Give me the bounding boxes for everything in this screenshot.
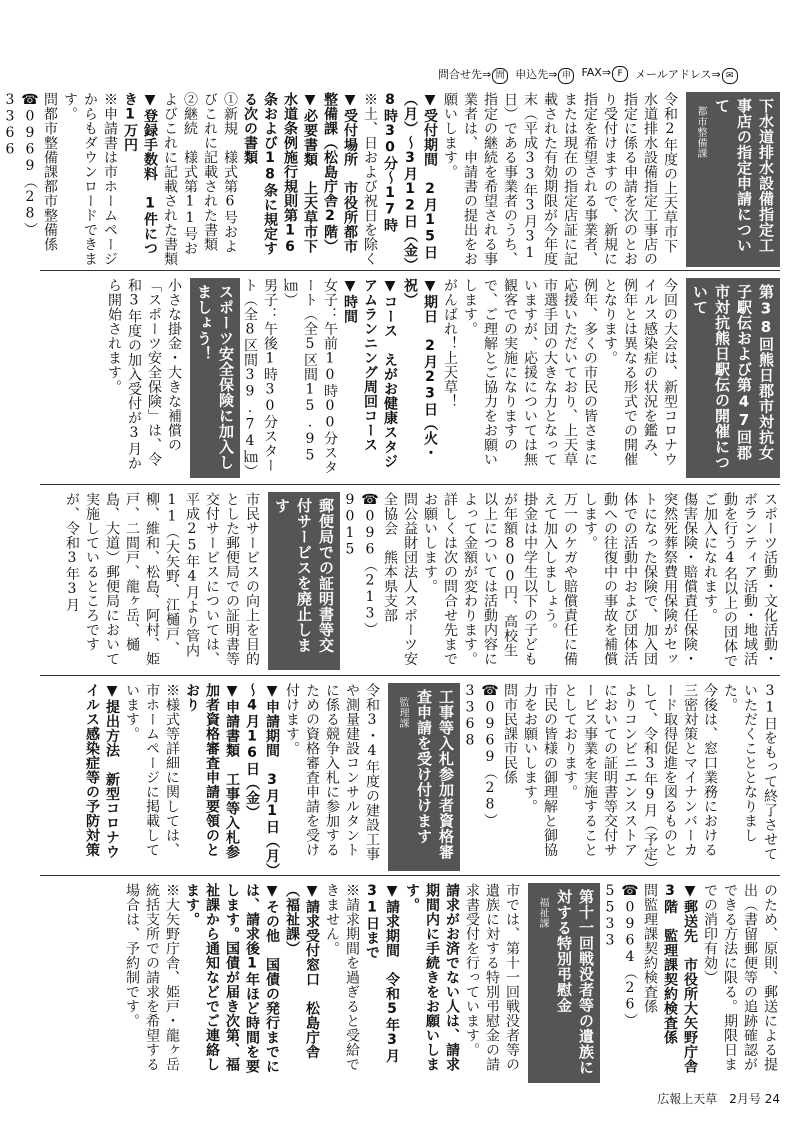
paragraph: ▼申請書類 工事等入札参加者資格審査申請要領のとおり (184, 683, 240, 859)
paragraph: 掛金は中学生以下の子どもが年額800円、高校生以上については活動内容によって金額が変わります。 (462, 492, 538, 666)
paragraph: スポーツ活動・文化活動・ボランティア活動・地域活動を行う4名以上の団体でご加入になれます。 (702, 492, 778, 668)
row-divider (40, 270, 780, 271)
article-title: 工事等入札参加者資格審査申請を受け付けます 監理課 (388, 683, 460, 871)
paragraph: がんばれ！上天草！ (442, 278, 458, 409)
article-sewer (2, 92, 780, 267)
paragraph: ▼時間 (342, 278, 358, 324)
paragraph: 万一のケガや賠償責任に備えて加入しましょう。 (542, 492, 578, 666)
paragraph: ※土、日および祝日を除く (362, 92, 378, 266)
paragraph: ①新規 様式第6号およびこれに記載された書類 (202, 92, 238, 254)
dept-label: 都市整備課 (695, 106, 706, 159)
paragraph: ※大矢野庁舎、姫戸・龍ヶ岳統括支所での請求を希望する場合は、予約制です。 (124, 883, 180, 1072)
row-divider (40, 875, 780, 876)
paragraph: ▼期日 2月23日（火・祝） (402, 278, 438, 460)
paragraph: 市では、第十一回戦没者等の遺族に対する特別弔慰金の請求書受付を行っています。 (464, 883, 520, 1072)
paragraph: ☎0964（26）5533 (602, 883, 638, 1028)
paragraph: 小さな掛金・大きな補償の「スポーツ安全保険」は、令和3年度の加入受付が3月から開始されます。 (106, 278, 182, 471)
paragraph: ▼受付場所 市役所都市整備課（松島庁舎2階） (322, 92, 358, 254)
paragraph: ※請求期間を過ぎると受給できません。 (324, 883, 360, 1072)
paragraph: ▼その他 国債の発行までには、請求後1年ほど時間を要します。国債が届き次第、福祉課から通知などでご連絡します。 (184, 883, 280, 1074)
article-title: 第十一回戦没者等の遺族に対する特別弔慰金 福祉課 (528, 883, 600, 1083)
paragraph: 詳しくは次の問合せ先までお願いします。 (422, 492, 458, 666)
article-title: 郵便局での証明書等交付サービスを廃止します (268, 492, 340, 670)
paragraph: 請求がお済でない人は、請求期間内に手続きをお願いします。 (404, 883, 460, 1072)
paragraph: ▼請求期間 令和5年3月31日まで (364, 883, 400, 1063)
paragraph: ※申請書は市ホームページからもダウンロードできます。 (62, 92, 118, 266)
paragraph: ▼郵送先 市役所大矢野庁舎3階 監理課契約検査係 (662, 883, 698, 1074)
paragraph: 問都市整備課都市整備係 (42, 92, 58, 252)
paragraph: 31日をもって終了させていただくこととなりました。 (722, 683, 778, 861)
paragraph: ☎0969（28）3366 (2, 92, 38, 237)
paragraph: ※様式等詳細に関しては、市ホームページに掲載しています。 (124, 683, 180, 857)
paragraph: のため、原則、郵送による提出（書留郵便等の追跡確認ができる方法に限る。期限日までの消印有効） (702, 883, 778, 1072)
paragraph: 今後は、窓口業務における三密対策とマイナンバーカード取得促進を図るものとして、令和3年9月（予定）よりコンビニエンスストアにおいての証明書等交付サービス事業を実施することとしております。 (562, 683, 718, 869)
article-title: 下水道排水設備指定工事店の指定申請について 都市整備課 (686, 92, 780, 267)
article-bid-bereaved (62, 883, 780, 1083)
publication-name: 広報上天草 2月号 (657, 1092, 761, 1106)
paragraph: 傷害保険・賠償責任保険・突然死葬祭費用保険がセットになった保険で、加入団体での活動中および団体活動への往復中の事故を補償します。 (582, 492, 698, 666)
article-title: スポーツ安全保険に加入しましょう！ (190, 278, 240, 478)
contact-legend (438, 66, 778, 84)
dept-label: 福祉課 (537, 897, 548, 929)
paragraph: 市民の皆様の御理解と御協力をお願いします。 (522, 683, 558, 857)
paragraph: 男子：午後1時30分スタート（全8区間39.74㎞） (242, 278, 278, 479)
page-number: 24 (764, 1092, 780, 1106)
paragraph: 令和3・4年度の建設工事や測量建設コンサルタントに係る競争入札に参加するための資格審査申請を受け付けます。 (284, 683, 380, 861)
paragraph: 問監理課契約検査係 (642, 883, 658, 1014)
paragraph: ☎096（213）9015 (342, 492, 378, 637)
article-post-bid (62, 683, 780, 871)
paragraph: 問公益財団法人スポーツ安全協会 熊本県支部 (382, 492, 418, 666)
dept-label: 監理課 (397, 697, 408, 729)
paragraph: 問市民課市民係 (502, 683, 518, 785)
row-divider (40, 675, 780, 676)
paragraph: ▼申請期間 3月1日（月）～4月16日（金） (244, 683, 280, 871)
paragraph: 例年、多くの市民の皆さまに応援いただいており、上天草市選手団の大きな力となっていますが、応援については無観客での実施になりますので、ご理解とご協力をお願いします。 (462, 278, 598, 467)
row-divider (40, 484, 780, 485)
paragraph: ☎0969（28）3368 (462, 683, 498, 828)
article-ekiden (62, 278, 780, 478)
paragraph: ▼コース えがお健康スタジアムランニング周回コース (362, 278, 398, 469)
legend-apply: 申込先⇒ 申 (515, 66, 575, 84)
paragraph: 市民サービスの向上を目的とした郵便局での証明書等交付サービスについては、平成25年4月より管内11（大矢野、江樋戸、柳、維和、松島、阿村、姫戸、二間戸、龍ヶ岳、樋島、大道）郵便局において実施しているところですが、令和3年3月 (64, 492, 260, 666)
paragraph: 令和2年度の上天草市下水道排水設備指定工事店の指定に係る申請を次のとおり受付けますので、新規に指定を希望される事業者、または現在の指定店証に記載された有効期限が今年度末（平成33年3月31日）である事業者のうち、指定の継続を希望される事業者は、申請書の提出をお願いします。 (442, 92, 678, 266)
paragraph: ▼提出方法 新型コロナウイルス感染症等の予防対策 (84, 683, 120, 859)
paragraph: ▼必要書類 上天草市下水道条例施行規則第16条および18条に規定する次の書類 (242, 92, 318, 256)
page-footer (560, 1090, 780, 1110)
paragraph: ▼受付期間 2月15日（月）～3月12日（金）8時30分～17時 (382, 92, 438, 265)
legend-mail: メールアドレス⇒ ✉ (635, 66, 739, 84)
article-insurance-post (62, 492, 780, 670)
paragraph: 今回の大会は、新型コロナウイルス感染症の状況を鑑み、例年とは異なる形式での開催となります。 (602, 278, 678, 467)
legend-fax: FAX⇒ F (581, 66, 629, 84)
paragraph: ②継続 様式第11号およびこれに記載された書類 (162, 92, 198, 266)
paragraph: ▼請求受付窓口 松島庁舎（福祉課） (284, 883, 320, 1059)
paragraph: 女子：午前10時00分スタート（全5区間15.95㎞） (282, 278, 338, 475)
legend-inquiry: 問合せ先⇒ 問 (438, 66, 509, 84)
mail-icon: ✉ (722, 68, 738, 84)
paragraph: ▼登録手数料 1件につき1万円 (122, 92, 158, 256)
article-title: 第38回熊日郡市対抗女子駅伝および第47回郡市対抗熊日駅伝の開催について (686, 278, 780, 478)
